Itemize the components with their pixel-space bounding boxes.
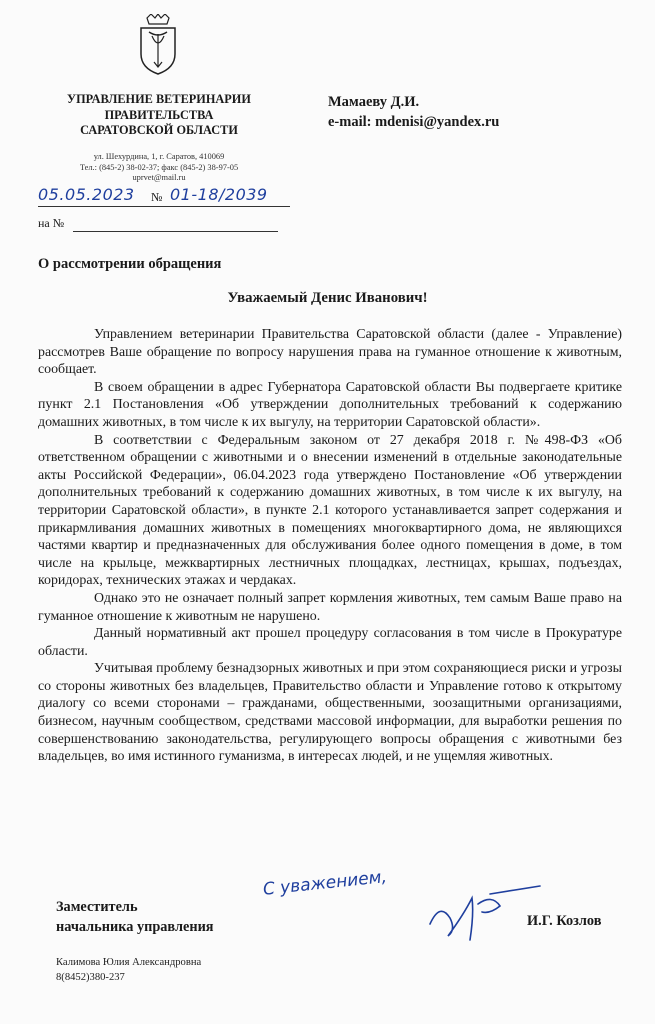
reply-to-number-label: на № xyxy=(38,216,65,230)
addressee xyxy=(328,92,499,132)
addressee-name: Мамаеву Д.И. xyxy=(328,94,420,110)
reply-to-number-line xyxy=(73,231,278,232)
paragraph: Данный нормативный акт прошел процедуру согласования в том числе в Прокуратуре области. xyxy=(38,626,622,659)
signatory-title: Заместитель начальника управления xyxy=(56,899,214,935)
executor-info xyxy=(56,955,201,985)
handwritten-note: С уважением, xyxy=(262,866,388,900)
registration-number-label: № xyxy=(151,190,163,204)
organization-contacts: ул. Шехурдина, 1, г. Саратов, 410069 Тел.: (845-2) 38-02-37; факс (845-2) 38-97-05 uprvet@mail.ru xyxy=(79,152,239,183)
registration-date: 05.05.2023 xyxy=(38,185,135,204)
paragraph: Учитывая проблему безнадзорных животных и при этом сохраняющиеся риски и угрозы со стороны животных без владельцев, Правительство области и Управление готово к открытому диалогу со всеми сторонами – гражданами, общественными, зоозащитными организациями, бизнесом, научным сообществом, средствами массовой информации, для выработки решения по совершенствованию законодательства, регулирующего вопросы обращения с животными без владельцев, во имя истинного гуманизма, в интересах людей, и не ущемляя животных. xyxy=(38,661,622,765)
registration-number: 01-18/2039 xyxy=(170,185,268,204)
paragraph: В своем обращении в адрес Губернатора Саратовской области Вы подвергаете критике пункт 2.1 Постановления «Об утверждении дополнительных требований к содержанию домашних животных, в том числе к их выгулу, на территории Саратовской области». xyxy=(38,379,622,430)
registration-line xyxy=(38,206,290,207)
addressee-email: e-mail: mdenisi@yandex.ru xyxy=(328,114,500,130)
organization-name: УПРАВЛЕНИЕ ВЕТЕРИНАРИИ ПРАВИТЕЛЬСТВА САРАТОВСКОЙ ОБЛАСТИ xyxy=(67,92,251,137)
letter-body xyxy=(38,326,622,766)
coat-of-arms-emblem xyxy=(137,14,179,76)
paragraph: Управлением ветеринарии Правительства Саратовской области (далее - Управление) рассмотрев Ваше обращение по вопросу нарушения права на гуманное отношение к животным, сообщает. xyxy=(38,327,622,378)
paragraph: Однако это не означает полный запрет кормления животных, тем самым Ваше право на гуманное отношение к животным не нарушено. xyxy=(38,590,622,624)
executor-name: Калимова Юлия Александровна xyxy=(56,957,202,968)
signatory-name: И.Г. Козлов xyxy=(527,913,602,929)
executor-phone: 8(8452)380-237 xyxy=(56,972,125,983)
greeting: Уважаемый Денис Иванович! xyxy=(227,290,428,306)
paragraph: В соответствии с Федеральным законом от 27 декабря 2018 г. №498-ФЗ «Об ответственном обращении с животными и о внесении изменений в отдельные законодательные акты Российской Федерации», 06.04.2023 года утверждено Постановление «Об утверждении дополнительных требований к содержанию домашних животных, в том числе к их выгулу, на территории Саратовской области», в пункте 2.1 которого устанавливается запрет содержания и прикармливания домашних животных в помещениях многоквартирного дома, не являющихся частями квартир и предназначенных для обслуживания более одного помещения в доме, в том числе на крыльце, межквартирных лестничных площадках, лестницах, крышах, подъездах, коридорах, технических этажах и чердаках. xyxy=(38,432,622,589)
letter-subject: О рассмотрении обращения xyxy=(38,256,222,272)
